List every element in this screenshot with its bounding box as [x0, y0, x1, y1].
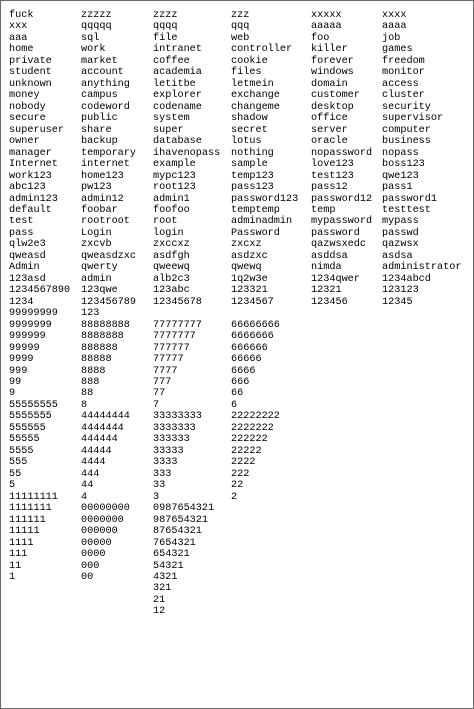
password-entry: intranet	[153, 44, 202, 56]
password-entry: testtest	[382, 204, 431, 216]
password-entry: 55555555	[9, 399, 58, 411]
password-entry: owner	[9, 136, 40, 148]
password-entry: 444	[81, 468, 100, 480]
password-entry: 99999999	[9, 308, 58, 320]
password-entry: 000	[81, 560, 100, 572]
password-entry: foobar	[81, 204, 118, 216]
password-entry: example	[153, 159, 196, 171]
password-entry: 555555	[9, 422, 46, 434]
password-entry: temptemp	[231, 204, 280, 216]
password-entry: internet	[81, 159, 130, 171]
password-entry: 2222222	[231, 422, 274, 434]
password-entry: 0000	[81, 549, 106, 561]
password-entry: Password	[231, 227, 280, 239]
password-entry: business	[382, 136, 431, 148]
password-entry: temporary	[81, 147, 137, 159]
password-entry: 99999	[9, 342, 40, 354]
password-entry: 2222	[231, 457, 256, 469]
password-entry: 4321	[153, 571, 178, 583]
password-entry: sample	[231, 159, 268, 171]
password-entry: 654321	[153, 549, 190, 561]
password-entry: 6666666	[231, 331, 274, 343]
password-entry: 123123	[382, 285, 419, 297]
password-entry: 5555555	[9, 411, 52, 423]
password-entry: student	[9, 67, 52, 79]
password-entry: supervisor	[382, 113, 444, 125]
password-entry: work	[81, 44, 106, 56]
password-entry: admin1	[153, 193, 190, 205]
password-entry: explorer	[153, 90, 202, 102]
password-entry: qwe123	[382, 170, 419, 182]
password-entry: database	[153, 136, 202, 148]
password-entry: 1234567	[231, 296, 274, 308]
password-entry: superuser	[9, 124, 65, 136]
password-entry: 777	[153, 377, 172, 388]
password-entry: super	[153, 124, 184, 136]
password-entry: abc123	[9, 182, 46, 194]
password-entry: market	[81, 55, 118, 67]
password-entry: asdsa	[382, 250, 413, 262]
password-entry: 55555	[9, 434, 40, 446]
password-entry: 4444	[81, 457, 106, 469]
password-column-5	[311, 10, 372, 308]
password-entry: qweasd	[9, 250, 46, 262]
password-entry: password12	[311, 193, 373, 205]
password-entry: oracle	[311, 136, 348, 148]
password-entry: 22222222	[231, 411, 280, 423]
password-entry: Admin	[9, 262, 40, 274]
password-entry: qlw2e3	[9, 239, 46, 251]
password-entry: 777777	[153, 342, 190, 354]
password-entry: changeme	[231, 101, 280, 113]
password-entry: 999	[9, 365, 28, 377]
password-entry: test123	[311, 170, 354, 182]
password-entry: 9999	[9, 354, 34, 366]
password-entry: cluster	[382, 90, 425, 102]
password-entry: 11111111	[9, 491, 58, 503]
password-entry: login	[153, 227, 184, 239]
password-entry: file	[153, 32, 178, 44]
password-entry: 888888	[81, 342, 118, 354]
password-entry: 123456	[311, 296, 348, 308]
password-entry: 2	[231, 491, 238, 503]
password-entry: customer	[311, 90, 360, 102]
password-entry: 3	[153, 491, 160, 503]
password-entry: 55	[9, 468, 22, 480]
password-column-1	[9, 10, 70, 583]
password-entry: security	[382, 101, 431, 113]
password-entry: nobody	[9, 101, 46, 113]
password-entry: password	[311, 227, 360, 239]
password-entry: 333333	[153, 434, 190, 446]
password-entry: 333	[153, 468, 172, 480]
password-entry: 44444	[81, 445, 112, 457]
password-entry: aaaaa	[311, 21, 342, 33]
password-entry: office	[311, 113, 348, 125]
password-entry: mypass	[382, 216, 419, 228]
password-entry: asdfgh	[153, 250, 190, 262]
password-entry: codename	[153, 101, 202, 113]
password-entry: 111	[9, 549, 28, 561]
password-entry: qqq	[231, 21, 250, 33]
password-entry: pass	[9, 227, 34, 239]
password-entry: 1234qwer	[311, 273, 360, 285]
password-entry: temp123	[231, 170, 274, 182]
password-entry: qazwsx	[382, 239, 419, 251]
password-entry: asdzxc	[231, 250, 268, 262]
password-entry: account	[81, 67, 124, 79]
password-entry: 123	[81, 308, 100, 320]
password-entry: 88888888	[81, 319, 130, 331]
password-entry: rootroot	[81, 216, 130, 228]
password-entry: pass12	[311, 182, 348, 194]
password-entry: password123	[231, 193, 299, 205]
password-entry: 8888888	[81, 331, 124, 343]
password-entry: home	[9, 44, 34, 56]
password-entry: pw123	[81, 182, 112, 194]
password-entry: 6666	[231, 365, 256, 377]
password-entry: 888	[81, 377, 100, 388]
password-entry: zxcvb	[81, 239, 112, 251]
password-entry: admin	[81, 273, 112, 285]
password-entry: zxccxz	[153, 239, 190, 251]
password-entry: qwerty	[81, 262, 118, 274]
password-entry: xxxx	[382, 10, 407, 21]
password-entry: 77777	[153, 354, 184, 366]
password-entry: backup	[81, 136, 118, 148]
password-entry: monitor	[382, 67, 425, 79]
password-entry: forever	[311, 55, 354, 67]
password-entry: 6	[231, 399, 238, 411]
password-entry: 12321	[311, 285, 342, 297]
password-entry: 7777777	[153, 331, 196, 343]
password-entry: pass123	[231, 182, 274, 194]
password-entry: 11111	[9, 526, 40, 538]
password-entry: mypc123	[153, 170, 196, 182]
password-entry: zzzzz	[81, 10, 112, 21]
password-entry: 0987654321	[153, 503, 215, 515]
password-entry: web	[231, 32, 250, 44]
password-entry: temp	[311, 204, 336, 216]
password-entry: 123qwe	[81, 285, 118, 297]
password-entry: 1q2w3e	[231, 273, 268, 285]
password-entry: ihavenopass	[153, 147, 221, 159]
password-entry: foofoo	[153, 204, 190, 216]
password-entry: foo	[311, 32, 330, 44]
password-entry: 123321	[231, 285, 268, 297]
password-entry: 77777777	[153, 319, 202, 331]
password-entry: 123456789	[81, 296, 137, 308]
password-entry: Login	[81, 227, 112, 239]
password-entry: 123asd	[9, 273, 46, 285]
password-entry: desktop	[311, 101, 354, 113]
password-entry: qweasdzxc	[81, 250, 137, 262]
password-entry: codeword	[81, 101, 130, 113]
password-entry: 123abc	[153, 285, 190, 297]
password-entry: 666	[231, 377, 250, 388]
password-entry: 33333	[153, 445, 184, 457]
password-entry: 22	[231, 480, 244, 492]
password-entry: qqqqq	[81, 21, 112, 33]
password-entry: 5555	[9, 445, 34, 457]
password-entry: files	[231, 67, 262, 79]
password-entry: aaa	[9, 32, 28, 44]
password-entry: nopass	[382, 147, 419, 159]
password-entry: campus	[81, 90, 118, 102]
password-entry: secure	[9, 113, 46, 125]
password-entry: 9999999	[9, 319, 52, 331]
password-entry: default	[9, 204, 52, 216]
password-entry: 66666666	[231, 319, 280, 331]
password-entry: 5	[9, 480, 16, 492]
password-entry: cookie	[231, 55, 268, 67]
password-entry: 1234567890	[9, 285, 71, 297]
password-entry: 33333333	[153, 411, 202, 423]
password-entry: qweewq	[153, 262, 190, 274]
password-entry: lotus	[231, 136, 262, 148]
password-entry: nopassword	[311, 147, 373, 159]
password-entry: 1111	[9, 537, 34, 549]
password-entry: 222222	[231, 434, 268, 446]
password-entry: 7777	[153, 365, 178, 377]
password-entry: love123	[311, 159, 354, 171]
password-entry: job	[382, 32, 401, 44]
password-entry: 4	[81, 491, 88, 503]
password-entry: 987654321	[153, 514, 209, 526]
password-entry: nimda	[311, 262, 342, 274]
password-entry: games	[382, 44, 413, 56]
password-entry: academia	[153, 67, 202, 79]
password-entry: nothing	[231, 147, 274, 159]
password-entry: unknown	[9, 78, 52, 90]
password-entry: 222	[231, 468, 250, 480]
password-entry: 54321	[153, 560, 184, 572]
password-column-3	[153, 10, 220, 618]
password-entry: coffee	[153, 55, 190, 67]
password-entry	[153, 308, 220, 319]
password-column-2	[81, 10, 136, 583]
password-entry: 111111	[9, 514, 46, 526]
password-entry: 66666	[231, 354, 262, 366]
password-entry: 12	[153, 606, 166, 618]
password-entry: killer	[311, 44, 348, 56]
password-entry: 000000	[81, 526, 118, 538]
password-entry: adminadmin	[231, 216, 293, 228]
password-entry: pass1	[382, 182, 413, 194]
password-entry: 8	[81, 399, 88, 411]
password-entry: manager	[9, 147, 52, 159]
password-entry: 00000	[81, 537, 112, 549]
password-column-4	[231, 10, 298, 503]
password-entry: money	[9, 90, 40, 102]
password-entry: exchange	[231, 90, 280, 102]
password-entry: 00000000	[81, 503, 130, 515]
password-entry: 444444	[81, 434, 118, 446]
password-entry: 7654321	[153, 537, 196, 549]
password-entry: 33	[153, 480, 166, 492]
password-entry: secret	[231, 124, 268, 136]
password-entry: 1	[9, 571, 16, 583]
password-entry	[231, 308, 298, 319]
password-entry: 7	[153, 399, 160, 411]
password-entry: 4444444	[81, 422, 124, 434]
password-entry: admin12	[81, 193, 124, 205]
password-entry: 1111111	[9, 503, 52, 515]
password-entry: home123	[81, 170, 124, 182]
password-entry: 99	[9, 377, 22, 388]
password-entry: xxxxx	[311, 10, 342, 21]
password-entry: 1234	[9, 296, 34, 308]
password-entry: computer	[382, 124, 431, 136]
password-entry: public	[81, 113, 118, 125]
password-entry: qazwsxedc	[311, 239, 367, 251]
password-entry: 3333333	[153, 422, 196, 434]
password-entry: domain	[311, 78, 348, 90]
password-entry: administrator	[382, 262, 462, 274]
password-entry: fuck	[9, 10, 34, 21]
password-entry: zzz	[231, 10, 250, 21]
password-entry: access	[382, 78, 419, 90]
password-entry: letmein	[231, 78, 274, 90]
password-entry: 88888	[81, 354, 112, 366]
password-entry: 44444444	[81, 411, 130, 423]
password-entry: 11	[9, 560, 22, 572]
password-entry: qqqq	[153, 21, 178, 33]
password-entry: 9	[9, 388, 16, 400]
password-entry: 12345	[382, 296, 413, 308]
password-entry: boss123	[382, 159, 425, 171]
password-entry: Internet	[9, 159, 58, 171]
password-entry: system	[153, 113, 190, 125]
password-entry: 666666	[231, 342, 268, 354]
password-entry: 77	[153, 388, 166, 400]
password-entry: share	[81, 124, 112, 136]
password-entry: mypassword	[311, 216, 373, 228]
password-entry: shadow	[231, 113, 268, 125]
password-entry: sql	[81, 32, 100, 44]
password-entry: root123	[153, 182, 196, 194]
password-entry: qwewq	[231, 262, 262, 274]
password-entry: controller	[231, 44, 293, 56]
password-entry: passwd	[382, 227, 419, 239]
password-entry: 00	[81, 571, 94, 583]
password-entry: 12345678	[153, 296, 202, 308]
password-entry: 555	[9, 457, 28, 469]
password-entry: letitbe	[153, 78, 196, 90]
password-entry: 66	[231, 388, 244, 400]
password-entry: 87654321	[153, 526, 202, 538]
password-entry: 21	[153, 594, 166, 606]
password-entry: alb2c3	[153, 273, 190, 285]
password-entry: 44	[81, 480, 94, 492]
password-entry: 22222	[231, 445, 262, 457]
password-entry: zxcxz	[231, 239, 262, 251]
password-entry: asddsa	[311, 250, 348, 262]
password-entry: password1	[382, 193, 438, 205]
password-entry: zzzz	[153, 10, 178, 21]
password-entry: server	[311, 124, 348, 136]
password-entry: test	[9, 216, 34, 228]
password-entry: 999999	[9, 331, 46, 343]
password-entry: 8888	[81, 365, 106, 377]
password-entry: private	[9, 55, 52, 67]
password-entry: 88	[81, 388, 94, 400]
password-entry: 321	[153, 583, 172, 595]
password-entry: 3333	[153, 457, 178, 469]
password-column-6	[382, 10, 461, 308]
password-entry: anything	[81, 78, 130, 90]
password-entry: 0000000	[81, 514, 124, 526]
password-entry: 1234abcd	[382, 273, 431, 285]
password-entry: aaaa	[382, 21, 407, 33]
password-entry: work123	[9, 170, 52, 182]
password-entry: root	[153, 216, 178, 228]
password-entry: xxx	[9, 21, 28, 33]
password-entry: admin123	[9, 193, 58, 205]
password-entry: freedom	[382, 55, 425, 67]
password-entry: windows	[311, 67, 354, 79]
